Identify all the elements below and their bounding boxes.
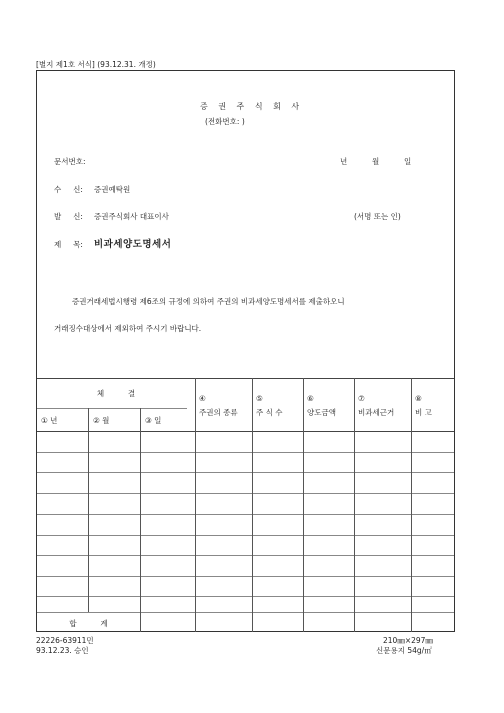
col-month-header: ② 월 [93, 416, 110, 425]
col-year-header: ① 년 [41, 416, 58, 425]
paper-type: 신문용지 54g/㎡ [376, 646, 432, 655]
col6-number: ⑥ [307, 394, 314, 403]
col8-header: 비 고 [415, 408, 432, 417]
col-divider [303, 378, 304, 632]
col5-number: ⑤ [256, 394, 263, 403]
form-label: [별지 제1호 서식] (93.12.31. 개정) [36, 60, 156, 69]
col-day-header: ③ 일 [145, 416, 162, 425]
date-year: 년 [340, 157, 348, 166]
date-month: 월 [372, 157, 380, 166]
col6-header: 양도금액 [307, 408, 336, 417]
table-row [37, 535, 454, 536]
col-divider [411, 378, 412, 632]
table-row [37, 472, 454, 473]
body-line-2: 거래징수대상에서 제외하여 주시기 바랍니다. [54, 324, 202, 333]
col-divider [140, 408, 141, 632]
col4-number: ④ [199, 394, 206, 403]
settlement-header: 체 결 [96, 389, 136, 398]
total-label: 합 계 [69, 619, 108, 628]
recipient-label: 수 신: [54, 185, 83, 194]
col8-number: ⑧ [415, 394, 422, 403]
col-divider [195, 378, 196, 632]
table-row [37, 612, 454, 613]
form-code: 22226-63911민 [36, 636, 94, 645]
table-row [37, 514, 454, 515]
approval-date: 93.12.23. 승인 [36, 646, 89, 655]
col7-header: 비과세근거 [358, 408, 395, 417]
table-row [37, 576, 454, 577]
recipient-value: 증권예탁원 [94, 185, 131, 194]
doc-number-label: 문서번호: [54, 157, 86, 166]
subject-value: 비과세양도명세서 [94, 239, 172, 250]
col5-header: 주 식 수 [256, 408, 283, 417]
signature-note: (서명 또는 인) [354, 212, 401, 221]
company-title: 증 권 주 식 회 사 [200, 102, 304, 111]
sender-value: 증권주식회사 대표이사 [94, 212, 169, 221]
col-divider [88, 408, 89, 612]
table-row [37, 555, 454, 556]
table-top-rule [37, 378, 454, 379]
col4-header: 주권의 종류 [199, 408, 238, 417]
body-line-1: 증권거래세법시행령 제6조의 규정에 의하여 주권의 비과세양도명세서를 제출하오니 [72, 297, 345, 306]
date-day: 일 [404, 157, 412, 166]
paper-size: 210㎜×297㎜ [383, 636, 433, 645]
table-row [37, 493, 454, 494]
header-bottom-rule [37, 431, 454, 432]
col-divider [354, 378, 355, 632]
sender-label: 발 신: [54, 212, 83, 221]
table-row [37, 452, 454, 453]
subject-label: 제 목: [54, 240, 83, 249]
col-divider [252, 378, 253, 632]
form-frame [36, 70, 455, 632]
table-row [37, 596, 454, 597]
settlement-divider [37, 408, 187, 409]
col7-number: ⑦ [358, 394, 365, 403]
phone-line: (전화번호: ) [205, 117, 245, 126]
